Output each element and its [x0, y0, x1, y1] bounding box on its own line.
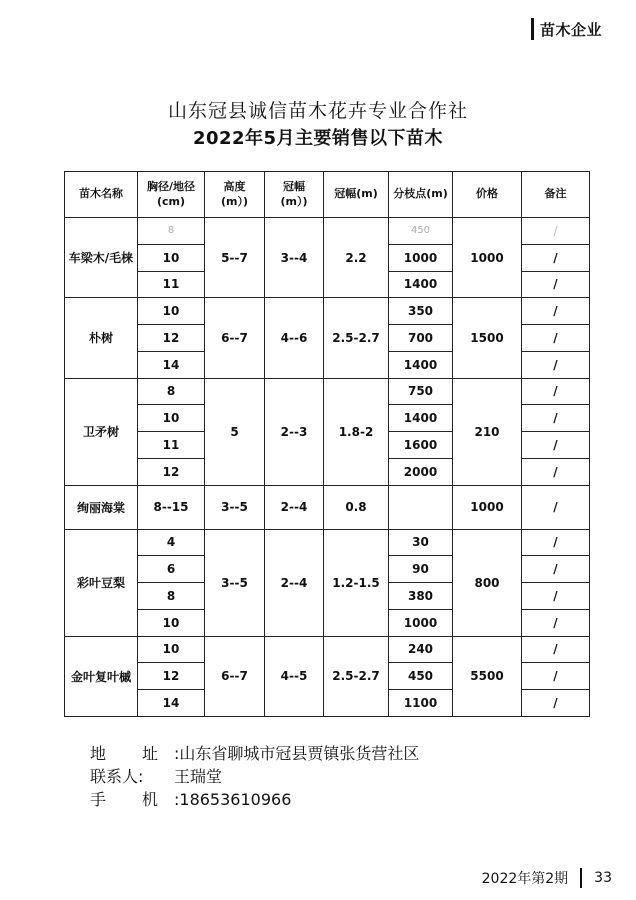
- cell-branch: 450: [389, 663, 453, 690]
- address-label-char2: 址: [141, 744, 158, 763]
- cell-height: 5: [205, 378, 265, 485]
- cell-remark: /: [522, 218, 590, 245]
- cell-crown-width: 2.2: [324, 218, 389, 298]
- cell-branch: 350: [389, 298, 453, 325]
- cell-diameter: 10: [138, 405, 205, 432]
- header-crown-width: 冠幅(m): [324, 172, 389, 218]
- cell-branch: 90: [389, 556, 453, 583]
- cell-crown: 2--4: [265, 529, 324, 636]
- phone-label-char1: 手: [90, 790, 107, 809]
- cell-diameter: 11: [138, 432, 205, 459]
- cell-remark: /: [522, 244, 590, 271]
- cell-diameter: 12: [138, 458, 205, 485]
- cell-crown-width: 1.8-2: [324, 378, 389, 485]
- cell-branch: 750: [389, 378, 453, 405]
- cell-height: 5--7: [205, 218, 265, 298]
- cell-crown-width: 0.8: [324, 485, 389, 529]
- cooperative-title: 山东冠县诚信苗木花卉专业合作社: [167, 100, 468, 122]
- cell-branch: 1000: [389, 244, 453, 271]
- cell-diameter: 6: [138, 556, 205, 583]
- cell-crown: 2--4: [265, 485, 324, 529]
- cell-branch: 1000: [389, 609, 453, 636]
- cell-branch: 30: [389, 529, 453, 556]
- page-number: 33: [594, 870, 612, 886]
- cell-branch: 1400: [389, 405, 453, 432]
- cell-diameter: 8--15: [138, 485, 205, 529]
- section-tag-label: 苗木企业: [539, 20, 602, 39]
- cell-height: 6--7: [205, 636, 265, 717]
- cell-name: 金叶复叶槭: [65, 636, 138, 717]
- cell-remark: /: [522, 378, 590, 405]
- cell-price: 1500: [453, 298, 522, 378]
- cell-crown: 4--6: [265, 298, 324, 378]
- cell-price: 210: [453, 378, 522, 485]
- cell-height: 6--7: [205, 298, 265, 378]
- cell-name: 绚丽海棠: [65, 485, 138, 529]
- cell-branch: 1400: [389, 351, 453, 378]
- cell-diameter: 10: [138, 636, 205, 663]
- cell-diameter: 8: [138, 378, 205, 405]
- address-label: [90, 742, 158, 765]
- cell-diameter: 14: [138, 690, 205, 717]
- table-row: [65, 529, 590, 556]
- header-price: 价格: [453, 172, 522, 218]
- contact-person-line: [90, 765, 419, 788]
- cell-branch: 1600: [389, 432, 453, 459]
- cell-branch: [389, 485, 453, 529]
- cell-remark: /: [522, 271, 590, 298]
- contact-person-label: 联系人:: [90, 767, 144, 786]
- header-diameter: [138, 172, 205, 218]
- cell-diameter: 11: [138, 271, 205, 298]
- cell-diameter: 14: [138, 351, 205, 378]
- cell-crown-width: 2.5-2.7: [324, 298, 389, 378]
- cell-branch: 1100: [389, 690, 453, 717]
- issue-label: 2022年第2期: [481, 871, 569, 887]
- address-line: [90, 742, 419, 765]
- cell-diameter: 10: [138, 609, 205, 636]
- cell-price: 1000: [453, 218, 522, 298]
- phone-label: [90, 788, 158, 811]
- address-label-char1: 地: [90, 744, 107, 763]
- cell-name: 卫矛树: [65, 378, 138, 485]
- cell-remark: /: [522, 351, 590, 378]
- table-row: [65, 485, 590, 529]
- cell-remark: /: [522, 325, 590, 352]
- cell-name: 朴树: [65, 298, 138, 378]
- seedling-price-table: [64, 171, 590, 717]
- cell-diameter: 4: [138, 529, 205, 556]
- section-tag: [531, 18, 602, 40]
- header-height-line1: 高度: [223, 179, 246, 193]
- header-diameter-line1: 胸径/地径: [146, 179, 196, 193]
- sales-subtitle: 2022年5月主要销售以下苗木: [192, 128, 444, 149]
- section-tag-bar: [531, 18, 534, 40]
- header-name: 苗木名称: [65, 172, 138, 218]
- cell-height: 3--5: [205, 485, 265, 529]
- table-row: [65, 378, 590, 405]
- cell-remark: /: [522, 690, 590, 717]
- cell-branch: 1400: [389, 271, 453, 298]
- table-header-row: [65, 172, 590, 218]
- cell-remark: /: [522, 485, 590, 529]
- header-crown-line2: (m）): [280, 194, 308, 208]
- header-diameter-line2: (cm): [156, 194, 186, 208]
- header-branch-point: 分枝点(m): [389, 172, 453, 218]
- cell-branch: 450: [389, 218, 453, 245]
- footer-divider: [580, 868, 582, 888]
- phone-value: 18653610966: [179, 790, 292, 809]
- header-remark: 备注: [522, 172, 590, 218]
- cell-remark: /: [522, 298, 590, 325]
- cell-remark: /: [522, 405, 590, 432]
- cell-remark: /: [522, 432, 590, 459]
- header-crown: [265, 172, 324, 218]
- address-value: 山东省聊城市冠县贾镇张货营社区: [179, 744, 420, 763]
- phone-colon: :: [174, 790, 180, 809]
- cell-diameter: 12: [138, 663, 205, 690]
- cell-height: 3--5: [205, 529, 265, 636]
- cell-remark: /: [522, 583, 590, 610]
- cell-branch: 380: [389, 583, 453, 610]
- cell-branch: 2000: [389, 458, 453, 485]
- cell-price: 5500: [453, 636, 522, 717]
- cell-price: 1000: [453, 485, 522, 529]
- address-colon: :: [174, 744, 180, 763]
- cell-crown-width: 2.5-2.7: [324, 636, 389, 717]
- cell-remark: /: [522, 636, 590, 663]
- table-row: [65, 218, 590, 245]
- cell-remark: /: [522, 529, 590, 556]
- table-row: [65, 298, 590, 325]
- cell-diameter: 12: [138, 325, 205, 352]
- header-crown-line1: 冠幅: [283, 179, 305, 193]
- cell-price: 800: [453, 529, 522, 636]
- cell-branch: 700: [389, 325, 453, 352]
- phone-label-char2: 机: [141, 790, 158, 809]
- cell-diameter: 10: [138, 298, 205, 325]
- phone-line: [90, 788, 419, 811]
- cell-remark: /: [522, 458, 590, 485]
- header-height-line2: (m）): [220, 194, 249, 208]
- cell-crown-width: 1.2-1.5: [324, 529, 389, 636]
- cell-crown: 2--3: [265, 378, 324, 485]
- cell-crown: 4--5: [265, 636, 324, 717]
- cell-name: 车梁木/毛梾: [65, 218, 138, 298]
- contact-person-value: 王瑞堂: [174, 767, 223, 786]
- cell-diameter: 10: [138, 244, 205, 271]
- cell-remark: /: [522, 663, 590, 690]
- cell-remark: /: [522, 556, 590, 583]
- table-row: [65, 636, 590, 663]
- cell-remark: /: [522, 609, 590, 636]
- page-footer: [482, 868, 612, 888]
- cell-diameter: 8: [138, 583, 205, 610]
- cell-branch: 240: [389, 636, 453, 663]
- cell-diameter: 8: [138, 218, 205, 245]
- cell-name: 彩叶豆梨: [65, 529, 138, 636]
- contact-block: [90, 742, 419, 811]
- cell-crown: 3--4: [265, 218, 324, 298]
- header-height: [205, 172, 265, 218]
